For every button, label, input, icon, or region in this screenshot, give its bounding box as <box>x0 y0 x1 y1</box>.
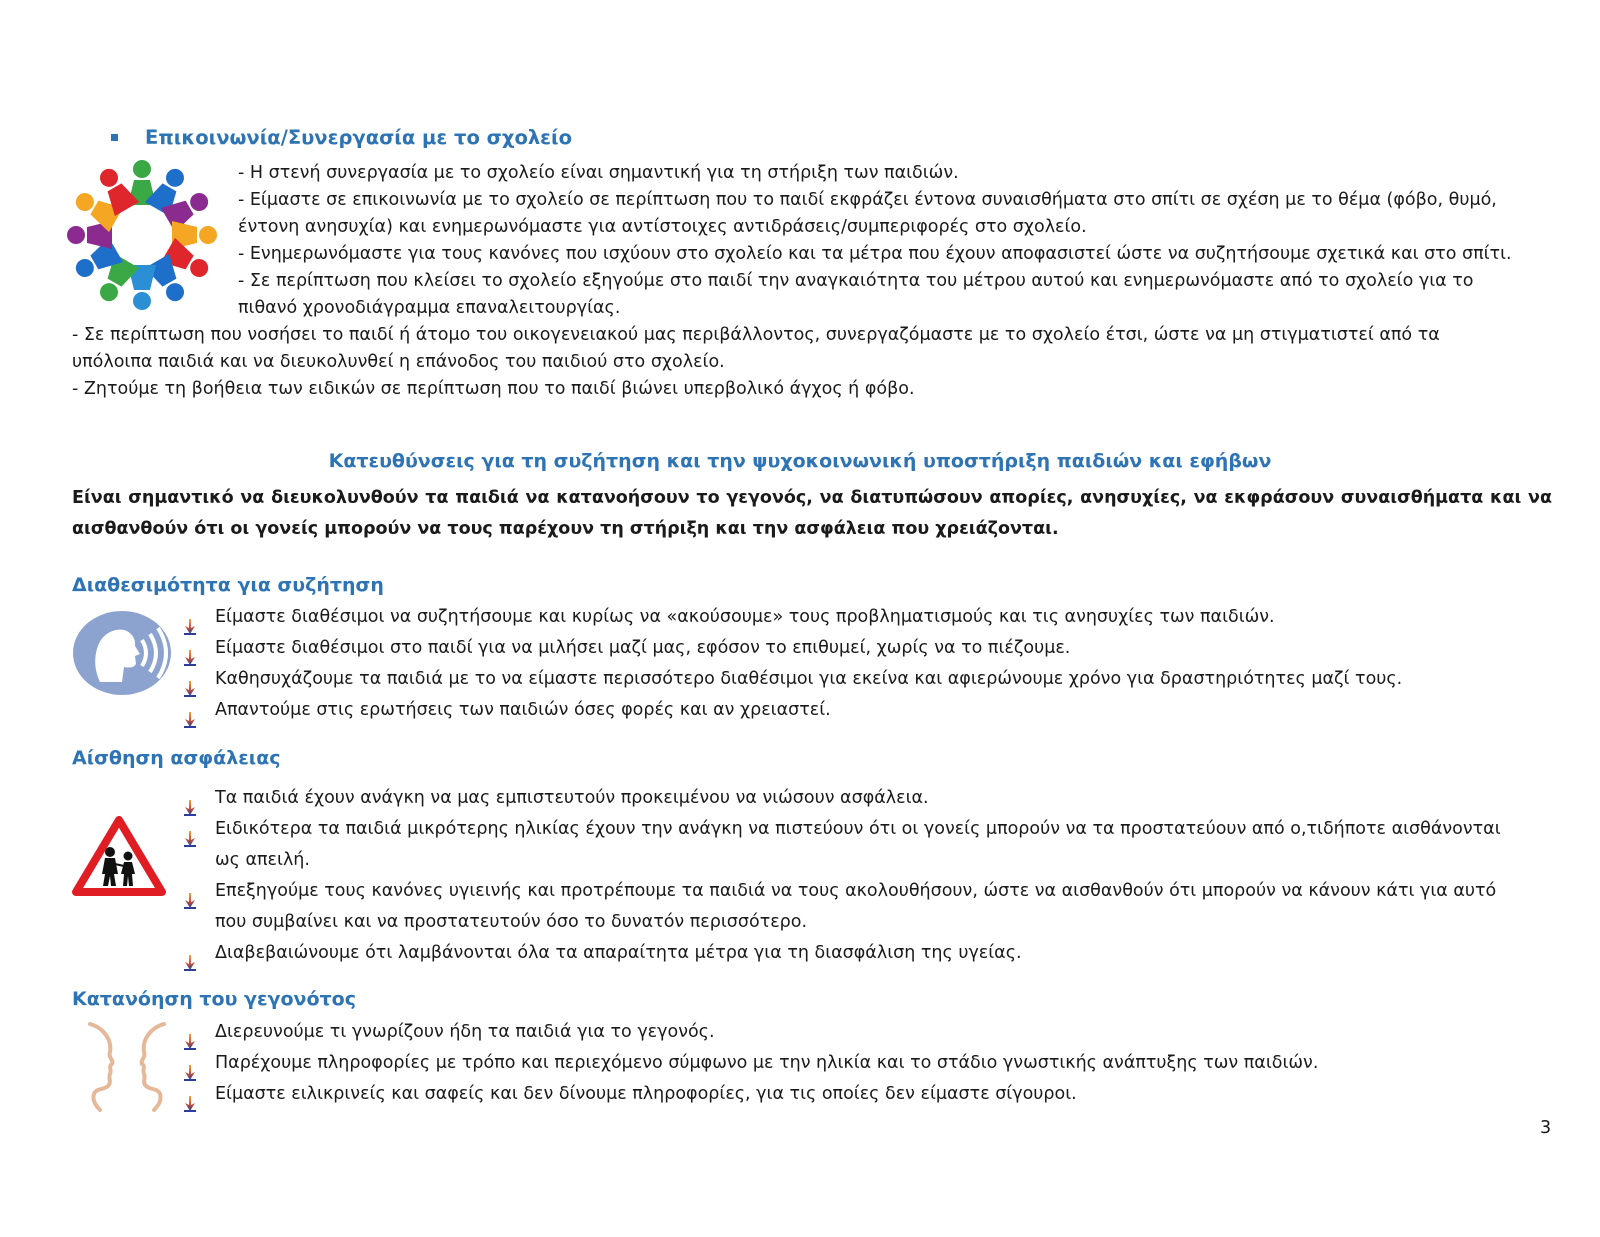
guidelines-intro: Είναι σημαντικό να διευκολυνθούν τα παιδιά να κατανοήσουν το γεγονός, να διατυπώσουν απορίες, ανησυχίες, να εκφράσουν συναισθήματα και να αισθανθούν ότι οι γονείς μπορούν να τους παρέχουν τη στήριξη και την ασφάλεια που χρειάζονται. <box>72 488 1552 539</box>
availability-bullet-1: Είμαστε διαθέσιμοι να συζητήσουμε και κυρίως να «ακούσουμε» τους προβληματισμούς και τις ανησυχίες των παιδιών. <box>215 607 1275 627</box>
safety-bullet-3: Επεξηγούμε τους κανόνες υγιεινής και προτρέπουμε τα παιδιά να τους ακολουθήσουν, ώστε να αισθανθούν ότι μπορούν να κάνουν κάτι για αυτό <box>215 881 1497 901</box>
school-line-7: - Σε περίπτωση που νοσήσει το παιδί ή άτομο του οικογενειακού μας περιβάλλοντος, συνεργαζόμαστε με το σχολείο έτσι, ώστε να μη στιγματιστεί από τα <box>72 325 1440 345</box>
page-number: 3 <box>1540 1118 1552 1138</box>
arrow-bullet-icon <box>183 955 197 971</box>
children-crossing-sign-icon <box>72 816 166 898</box>
safety-bullet-4: Διαβεβαιώνουμε ότι λαμβάνονται όλα τα απαραίτητα μέτρα για τη διασφάλιση της υγείας. <box>215 943 1022 963</box>
school-line-1: - Η στενή συνεργασία με το σχολείο είναι σημαντική για τη στήριξη των παιδιών. <box>238 163 959 183</box>
school-line-6: πιθανό χρονοδιάγραμμα επαναλειτουργίας. <box>238 298 621 318</box>
arrow-bullet-icon <box>183 1096 197 1112</box>
arrow-bullet-icon <box>183 1065 197 1081</box>
safety-bullet-2-cont: ως απειλή. <box>215 850 310 870</box>
speaking-head-icon <box>72 610 172 696</box>
safety-bullet-3-cont: που συμβαίνει και να προστατευτούν όσο το δυνατόν περισσότερο. <box>215 912 808 932</box>
arrow-bullet-icon <box>183 712 197 728</box>
availability-bullet-3: Καθησυχάζουμε τα παιδιά με το να είμαστε περισσότερο διαθέσιμοι για εκείνα και αφιερώνουμε χρόνο για δραστηριότητες μαζί τους. <box>215 669 1403 689</box>
arrow-bullet-icon <box>183 800 197 816</box>
availability-heading: Διαθεσιμότητα για συζήτηση <box>72 574 384 596</box>
school-line-8: υπόλοιπα παιδιά και να διευκολυνθεί η επάνοδος του παιδιού στο σχολείο. <box>72 352 725 372</box>
people-circle-icon <box>66 160 218 310</box>
school-line-2: - Είμαστε σε επικοινωνία με το σχολείο σε περίπτωση που το παιδί εκφράζει έντονα συναισθήματα στο σπίτι σε σχέση με το θέμα (φόβο, θυμό, <box>238 190 1497 210</box>
arrow-bullet-icon <box>183 893 197 909</box>
guidelines-title: Κατευθύνσεις για τη συζήτηση και την ψυχοκοινωνική υποστήριξη παιδιών και εφήβων <box>328 450 1272 472</box>
square-bullet-icon <box>111 134 118 141</box>
safety-bullet-2: Ειδικότερα τα παιδιά μικρότερης ηλικίας έχουν την ανάγκη να πιστεύουν ότι οι γονείς μπορούν να τα προστατεύουν από ο,τιδήποτε αισθάνονται <box>215 819 1501 839</box>
understanding-bullet-1: Διερευνούμε τι γνωρίζουν ήδη τα παιδιά για το γεγονός. <box>215 1022 715 1042</box>
arrow-bullet-icon <box>183 681 197 697</box>
school-line-4: - Ενημερωνόμαστε για τους κανόνες που ισχύουν στο σχολείο και τα μέτρα που έχουν αποφασιστεί ώστε να συζητήσουμε σχετικά και στο σπίτι. <box>238 244 1512 264</box>
understanding-bullet-3: Είμαστε ειλικρινείς και σαφείς και δεν δίνουμε πληροφορίες, για τις οποίες δεν είμαστε σίγουροι. <box>215 1084 1077 1104</box>
understanding-bullet-2: Παρέχουμε πληροφορίες με τρόπο και περιεχόμενο σύμφωνο με την ηλικία και το στάδιο γνωστικής ανάπτυξης των παιδιών. <box>215 1053 1319 1073</box>
understanding-heading: Κατανόηση του γεγονότος <box>72 988 356 1010</box>
facing-faces-icon <box>82 1020 172 1112</box>
safety-heading: Αίσθηση ασφάλειας <box>72 747 281 769</box>
arrow-bullet-icon <box>183 831 197 847</box>
arrow-bullet-icon <box>183 650 197 666</box>
school-line-5: - Σε περίπτωση που κλείσει το σχολείο εξηγούμε στο παιδί την αναγκαιότητα του μέτρου αυτού και ενημερωνόμαστε από το σχολείο για το <box>238 271 1474 291</box>
arrow-bullet-icon <box>183 619 197 635</box>
school-line-3: έντονη ανησυχία) και ενημερωνόμαστε για αντίστοιχες αντιδράσεις/συμπεριφορές στο σχολείο. <box>238 217 1087 237</box>
availability-bullet-4: Απαντούμε στις ερωτήσεις των παιδιών όσες φορές και αν χρειαστεί. <box>215 700 831 720</box>
availability-bullet-2: Είμαστε διαθέσιμοι στο παιδί για να μιλήσει μαζί μας, εφόσον το επιθυμεί, χωρίς να το πιέζουμε. <box>215 638 1071 658</box>
arrow-bullet-icon <box>183 1034 197 1050</box>
safety-bullet-1: Τα παιδιά έχουν ανάγκη να μας εμπιστευτούν προκειμένου να νιώσουν ασφάλεια. <box>215 788 929 808</box>
section-heading-school: Επικοινωνία/Συνεργασία με το σχολείο <box>145 126 573 149</box>
school-line-9: - Ζητούμε τη βοήθεια των ειδικών σε περίπτωση που το παιδί βιώνει υπερβολικό άγχος ή φόβο. <box>72 379 915 399</box>
